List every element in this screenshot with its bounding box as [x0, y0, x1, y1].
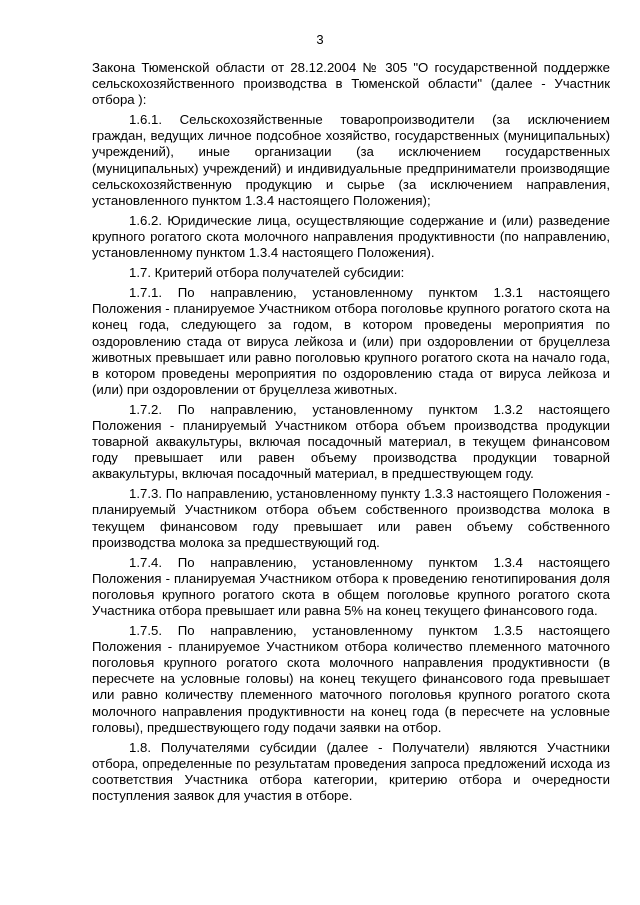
paragraph-law-reference: Закона Тюменской области от 28.12.2004 № 305 "О государственной поддержке сельскохозяйственного производства в Тюменской области" (далее - Участник отбора ): [92, 60, 610, 108]
paragraph-1-7-3: 1.7.3. По направлению, установленному пункту 1.3.3 настоящего Положения - планируемый Участником отбора объем собственного производства молока в текущем финансовом году превышает или равен объему собственного производства молока за предшествующий год. [92, 486, 610, 550]
paragraph-1-7-1: 1.7.1. По направлению, установленному пунктом 1.3.1 настоящего Положения - планируемое Участником отбора поголовье крупного рогатого скота на конец года, следующего за годом, в котором проведены мероприятия по оздоровлению стада от вируса лейкоза и (или) при оздоровлении от бруцеллеза животных превышает или равно поголовью крупного рогатого скота на начало года, в котором проведены мероприятия по оздоровлению стада от вируса лейкоза и (или) при оздоровлении от бруцеллеза животных. [92, 285, 610, 397]
paragraph-1-6-1: 1.6.1. Сельскохозяйственные товаропроизводители (за исключением граждан, ведущих личное подсобное хозяйство, государственных (муниципальных) учреждений), иные организации (за исключением государственных (муниципальных) учреждений) и индивидуальные предприниматели производящие сельскохозяйственную продукцию и сырье (за исключением направления, установленного пунктом 1.3.4 настоящего Положения); [92, 112, 610, 208]
paragraph-1-7-2: 1.7.2. По направлению, установленному пунктом 1.3.2 настоящего Положения - планируемый Участником отбора объем производства продукции товарной аквакультуры, включая посадочный материал, в текущем финансовом году превышает или равен объему производства продукции товарной аквакультуры, включая посадочный материал, в предшествующем году. [92, 401, 610, 482]
paragraph-1-8: 1.8. Получателями субсидии (далее - Получатели) являются Участники отбора, определенные по результатам проведения запроса предложений исхода из соответствия Участника отбора категории, критерию отбора и очередности поступления заявок для участия в отборе. [92, 739, 610, 804]
paragraph-1-6-2: 1.6.2. Юридические лица, осуществляющие содержание и (или) разведение крупного рогатого скота молочного направления продуктивности (по направлению, установленному пунктом 1.3.4 настоящего Положения). [92, 212, 610, 261]
document-body [92, 60, 610, 808]
paragraph-1-7-5: 1.7.5. По направлению, установленному пунктом 1.3.5 настоящего Положения - планируемое Участником отбора количество племенного маточного поголовья крупного рогатого скота молочного направления продуктивности (в пересчете на условные головы) на конец текущего финансового года превышает или равно количеству племенного маточного поголовья крупного рогатого скота молочного направления продуктивности на конец года (в пересчете на условные головы), предшествующего году подачи заявки на отбор. [92, 623, 610, 735]
paragraph-1-7: 1.7. Критерий отбора получателей субсидии: [129, 265, 405, 281]
page-number: 3 [316, 32, 324, 47]
paragraph-1-7-4: 1.7.4. По направлению, установленному пунктом 1.3.4 настоящего Положения - планируемая Участником отбора к проведению генотипирования доля поголовья крупного рогатого скота в общем поголовье крупного рогатого скота Участника отбора превышает или равна 5% на конец текущего финансового года. [92, 554, 610, 618]
